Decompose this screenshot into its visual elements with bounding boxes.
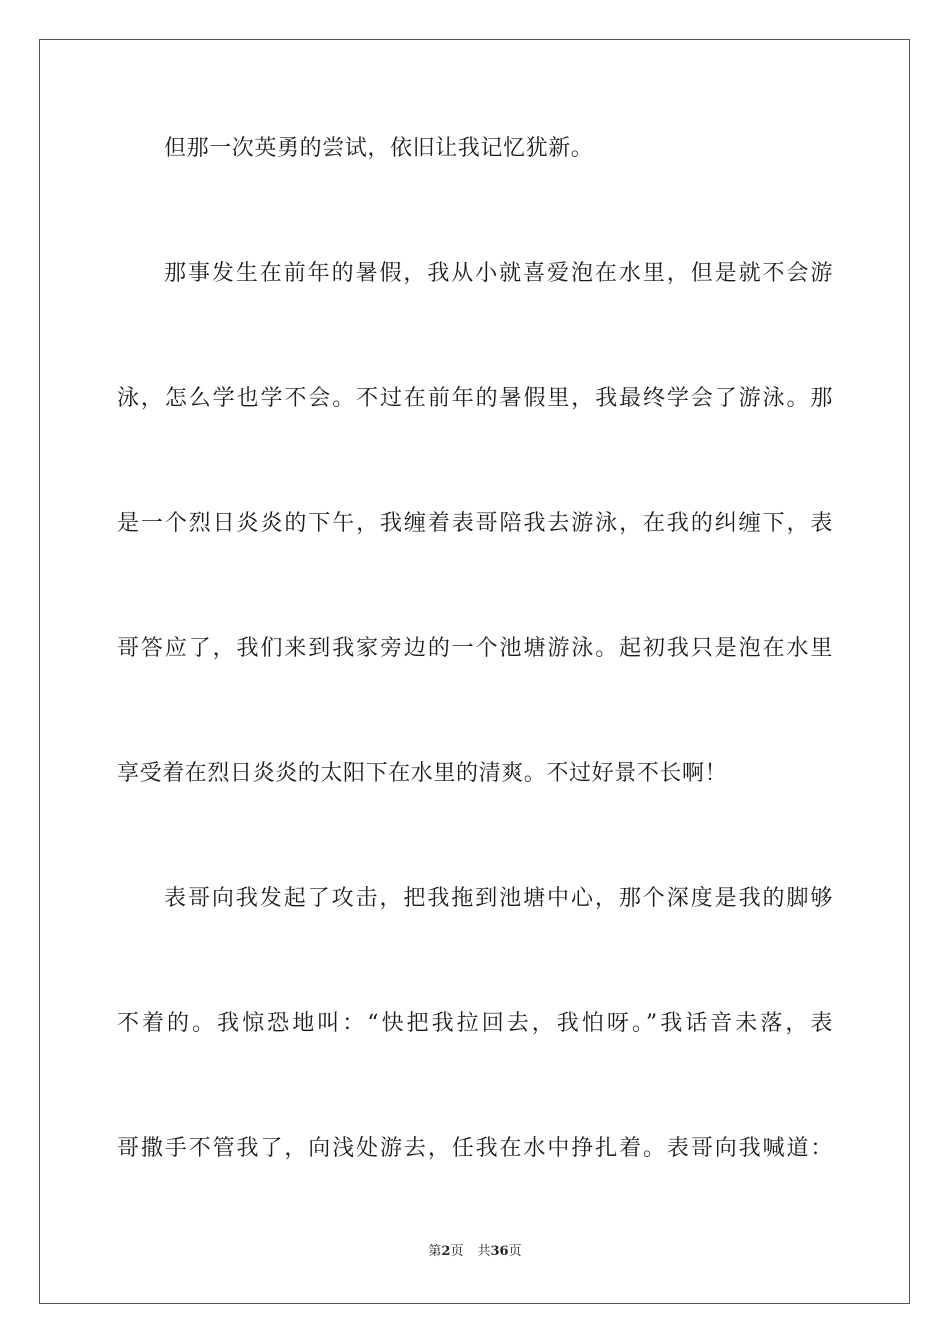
paragraph-line-1: 但那一次英勇的尝试，依旧让我记忆犹新。 — [164, 136, 594, 161]
footer-page-number: 2 — [441, 1244, 451, 1259]
paragraph-line-2: 那事发生在前年的暑假，我从小就喜爱泡在水里，但是就不会游 — [164, 261, 833, 286]
paragraph-line-8: 不着的。我惊恐地叫：“快把我拉回去，我怕呀。”我话音未落，表 — [117, 1011, 833, 1036]
page-border — [39, 39, 910, 1304]
paragraph-line-9: 哥撒手不管我了，向浅处游去，任我在水中挣扎着。表哥向我喊道： — [117, 1136, 833, 1161]
footer-total-pages: 36 — [490, 1244, 509, 1259]
paragraph-line-7: 表哥向我发起了攻击，把我拖到池塘中心，那个深度是我的脚够 — [164, 886, 833, 911]
footer-page-suffix: 页 — [450, 1244, 464, 1259]
page-footer — [0, 1243, 950, 1261]
footer-total-prefix: 共 — [477, 1244, 491, 1259]
paragraph-line-6: 享受着在烈日炎炎的太阳下在水里的清爽。不过好景不长啊！ — [117, 761, 728, 786]
footer-total-suffix: 页 — [508, 1244, 522, 1259]
paragraph-line-5: 哥答应了，我们来到我家旁边的一个池塘游泳。起初我只是泡在水里 — [117, 636, 833, 661]
paragraph-line-4: 是一个烈日炎炎的下午，我缠着表哥陪我去游泳，在我的纠缠下，表 — [117, 511, 833, 536]
paragraph-line-3: 泳，怎么学也学不会。不过在前年的暑假里，我最终学会了游泳。那 — [117, 386, 833, 411]
footer-page-prefix: 第 — [428, 1244, 442, 1259]
